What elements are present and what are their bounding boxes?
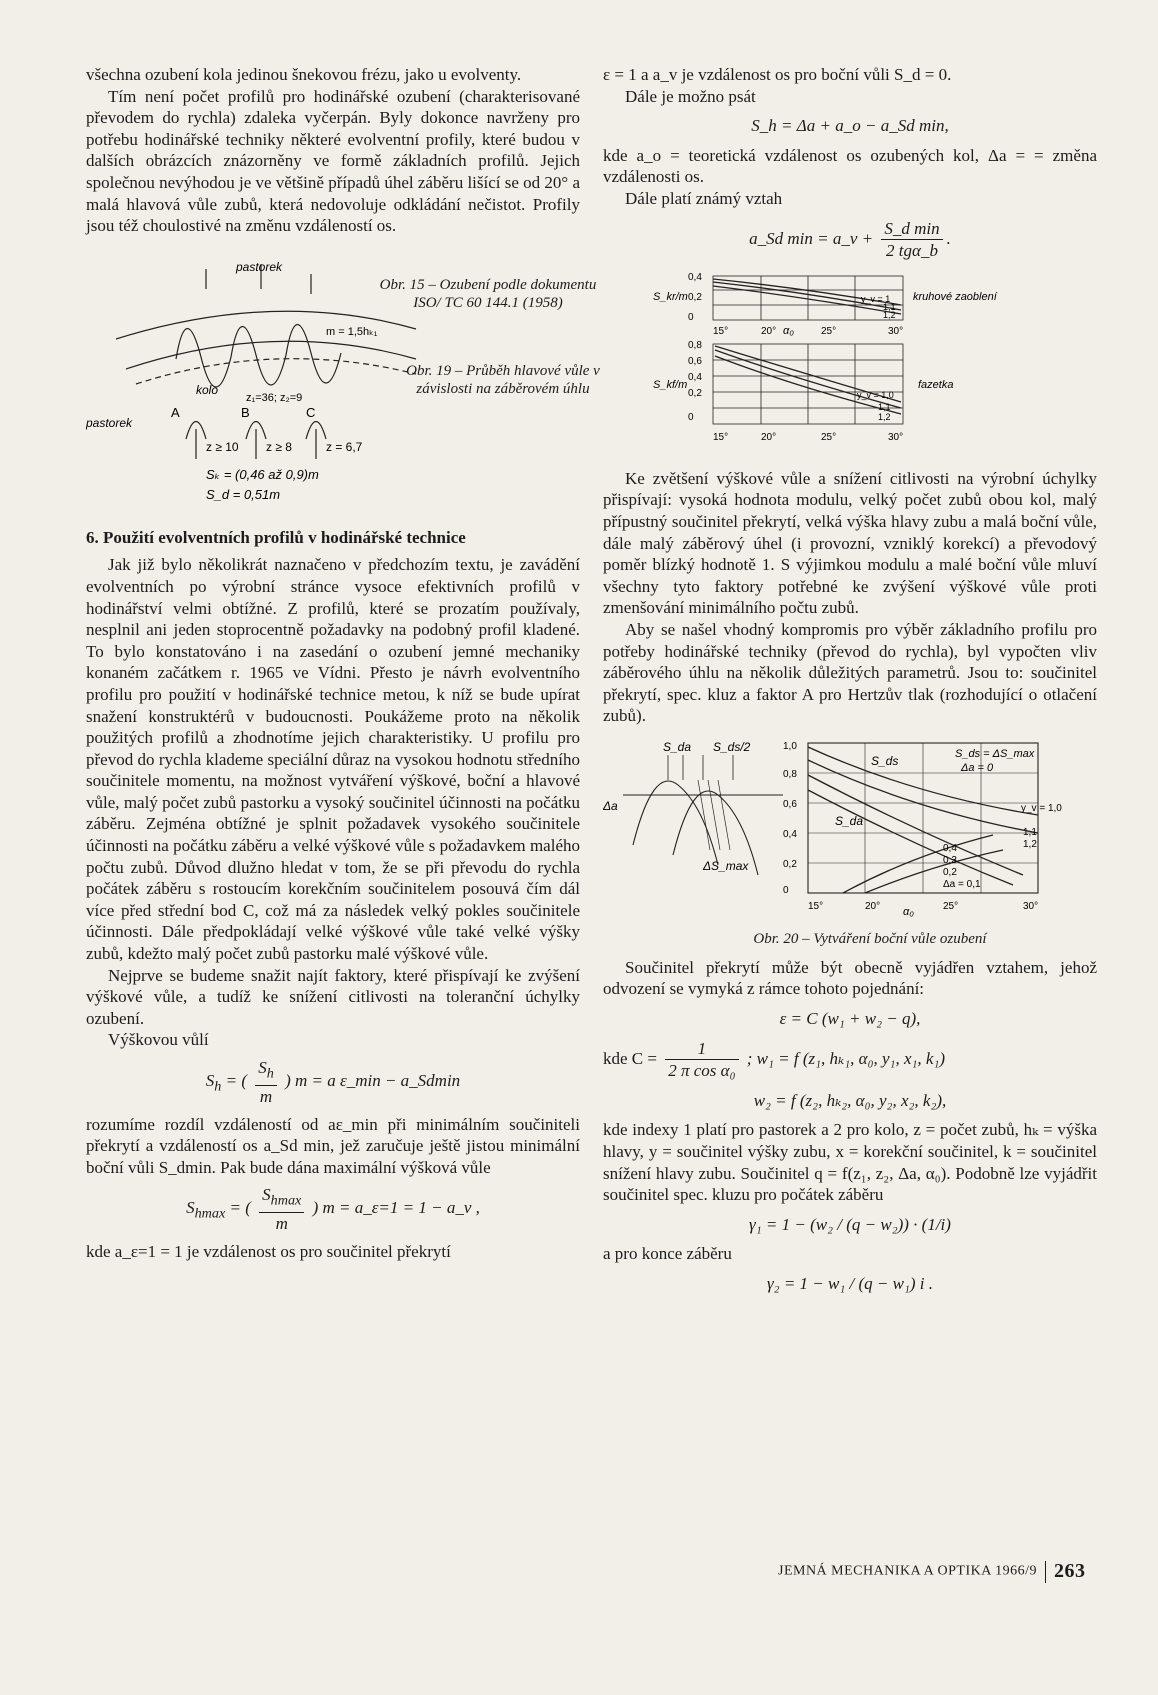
paragraph: Ke zvětšení výškové vůle a snížení citlivosti na výrobní úchylky přispívají: vysoká hodnota modulu, velký počet zubů obou kol, malý přípustný součinitel překrytí, velká výška hlavy zubu a malá boční vůle, dále malý záběrový úhel (i provozní, vzniklý korekcí) a převodový poměr blízký hodnotě 1. S výjimkou modulu a malé boční vůle mluví všechny tyto faktory potřebné ke zvýšení výškové vůle proti zmenšování minimálního počtu zubů.: [603, 468, 1097, 618]
fraction: [881, 218, 942, 262]
tick-label: 25°: [821, 431, 837, 443]
equation-shmax: $S_{hmax}$ = ( $\frac{S_{hmax}}{m}$ ) m = a_ε=1 = 1 − a_v ,: [186, 1185, 480, 1234]
side-label: fazetka: [918, 378, 954, 391]
equation-text: a_Sd min = a_v +: [749, 228, 874, 248]
left-column: [86, 64, 580, 1263]
equation-gamma2: γ₂ = 1 − w₁ / (q − w₁) i .: [766, 1274, 934, 1293]
label-c: C: [306, 404, 316, 420]
tick-label: 0,8: [783, 768, 797, 780]
tick-label: 15°: [808, 900, 824, 912]
curve-label: Δa = 0,1: [943, 878, 981, 890]
label: S_da: [663, 739, 692, 754]
tick-label: 15°: [713, 325, 729, 337]
equation-c: [603, 1038, 1097, 1082]
equation-text: m = a_ε=1 = 1 − a_v ,: [322, 1198, 480, 1218]
tick-label: 30°: [1023, 900, 1039, 912]
paragraph: Jak již bylo několikrát naznačeno v předchozím textu, je zavádění evolventních po výrobní stránce vysoce efektivních profilů v hodinářství velmi obtížné. Z profilů, které se prozatím používaly, nesplnil ani jeden stoprocentně požadavky na podobný profil kladené. To bylo konstatováno i na zasedání o ozubení jemné mechaniky konaném začátkem r. 1965 ve Vídni. Přesto je návrh evolventního profilu pro použití v hodinářské technice metou, k níž se bude upírat snažení konstruktérů v budoucnosti. Poukážeme proto na několik použitých profilů a zhodnotíme jejich charakteristiky. U profilu pro převod do rychla klademe speciální důraz na vysokou hodnotu středního součinitele momentu, na možnost vytváření výškové, boční a hlavové vůle, malý počet zubů pastorku a vysoký součinitel účinnosti na počátku záběru. Zejména obtížné je splnit požadavek vysokého součinitele účinnosti na počátku záběru a velké výškové vůle s požadavkem malého počtu zubů. Důvod dlužno hledat v tom, že se při převodu do rychla počátek záběru s rostoucím korekčním součinitelem posouvá čím dál více před střední bod C, což má za následek velký pokles součinitele účinnosti. Dále předpokládají velké výškové vůle také velké výšky zubů, kdežto malý počet zubů pastorku malé výškové vůle.: [86, 555, 580, 964]
fraction: $\frac{S_{hmax}}{m}$: [259, 1184, 304, 1235]
tick-label: 0,2: [783, 858, 797, 870]
fraction: $\frac{S_h}{m}$: [255, 1057, 277, 1108]
tick-label: 0: [688, 311, 694, 323]
tick-label: 1,0: [783, 740, 797, 752]
tick-label: 15°: [713, 431, 729, 443]
paragraph: rozumíme rozdíl vzdáleností od aε_min při minimálním součiniteli překrytí a vzdáleností os a_Sd min, jež zaručuje ještě jistou minimální boční vůli S_dmin. Pak bude dána maximální výšková vůle: [86, 1114, 580, 1177]
tick-label: 25°: [943, 900, 959, 912]
page-footer: [778, 1560, 1085, 1583]
paragraph: ε = 1 a a_v je vzdálenost os pro boční vůli S_d = 0.: [603, 65, 952, 84]
curve-label: y_v = 1,0: [857, 389, 894, 400]
tick-label: 0,4: [688, 371, 702, 383]
label-z3: z = 6,7: [326, 439, 363, 454]
tick-label: 20°: [761, 325, 777, 337]
figure-20-caption: Obr. 20 – Vytváření boční vůle ozubení: [753, 931, 987, 948]
numerator: 1: [665, 1038, 738, 1061]
numerator: S_d min: [881, 218, 942, 241]
tick-label: 0: [688, 411, 694, 423]
label-kolo: kolo: [196, 382, 219, 397]
tick-label: 20°: [865, 900, 881, 912]
paragraph: kde a_ε=1 = 1 je vzdálenost os pro součinitel překrytí: [86, 1241, 451, 1261]
equation-epsilon: ε = C (w₁ + w₂ − q),: [779, 1009, 921, 1029]
paragraph: kde indexy 1 platí pro pastorek a 2 pro kolo, z = počet zubů, hₖ = výška hlavy, y = součinitel výšky zubu, x = korekční součinitel, k = součinitel snížení hlavy zubu. Součinitel q = f(z₁, z₂, Δa, α₀). Podobně lze vyjádřit součinitel spec. kluzu pro počátek záběru: [603, 1120, 1097, 1205]
tick-label: 0,4: [688, 271, 702, 283]
tick-label: 0,6: [688, 355, 702, 367]
paragraph: kde a_o = teoretická vzdálenost os ozubených kol, Δa = = změna vzdálenosti os.: [603, 145, 1097, 187]
label-pastorek: pastorek: [236, 259, 283, 274]
tick-label: 30°: [888, 431, 904, 443]
label: Δa: [603, 798, 618, 813]
label: ΔS_max: [703, 858, 749, 873]
tick-label: 0,2: [688, 291, 702, 303]
paragraph: Aby se našel vhodný kompromis pro výběr základního profilu pro potřeby hodinářské techniky (převod do rychla), byl vypočten vliv záběrového úhlu na několik důležitých parametrů. Jsou to: součinitel překrytí, spec. kluz a faktor A pro Hertzův tlak (rozhodující o otlačení zubů).: [603, 619, 1097, 726]
figure-20-drawing: [603, 735, 1097, 925]
paragraph: Nejprve se budeme snažit najít faktory, které přispívají ke zvýšení výškové vůle, a tudíž ke snížení citlivosti na toleranční úchylky ozubení.: [86, 965, 580, 1028]
label-a: A: [171, 404, 180, 420]
paragraph: Tím není počet profilů pro hodinářské ozubení (charakterisované převodem do rychla) zdaleka vyčerpán. Byly dokonce navrženy pro potřebu hodinářské techniky některé evolventní profily, které budou v dalších obrázcích znázorněny ve formě základních profilů. Jejich společnou nevýhodou je ve většině případů úhel záběru lišící se od 20° a malá hlavová vůle zubů, která nedovoluje odkládání nečistot. Profily jsou též choulostivé na změnu vzdáleností os.: [86, 86, 580, 236]
curve-label: 0,3: [943, 854, 957, 866]
paragraph: Dále platí známý vztah: [625, 188, 783, 208]
axis-label: α₀: [783, 324, 794, 337]
paragraph: Součinitel překrytí může být obecně vyjádřen vztahem, jehož odvození se vymyká z rámce tohoto pojednání:: [603, 957, 1097, 999]
tick-label: 25°: [821, 325, 837, 337]
tick-label: 0,4: [783, 828, 797, 840]
label: S_ds = ΔS_max: [955, 747, 1035, 760]
page-number: 263: [1053, 1560, 1086, 1582]
curve-label: y_v = 1,0: [1021, 802, 1062, 814]
label: Δa = 0: [961, 761, 994, 774]
curve-label: 1,2: [878, 411, 891, 422]
curve-label: y_v = 1: [861, 293, 891, 304]
side-label: kruhové zaoblení: [913, 290, 997, 303]
curve-label: 0,2: [943, 866, 957, 878]
paragraph: Dále je možno psát: [625, 86, 756, 106]
figure-19-caption: Obr. 19 – Průběh hlavové vůle v závislosti na záběrovém úhlu: [406, 362, 600, 397]
tick-label: 20°: [761, 431, 777, 443]
curve-label: 1,1: [1023, 826, 1037, 838]
axis-label: S_kf/m: [653, 378, 688, 391]
figure-20: [603, 735, 1097, 949]
paragraph: Výškovou vůlí: [108, 1030, 209, 1050]
separator: [1045, 1561, 1046, 1583]
equation-sh: $S_h$ = ( $\frac{S_h}{m}$ ) m = a ε_min − a_Sdmin: [205, 1058, 461, 1106]
label: S_ds/2: [713, 739, 751, 754]
label-z1: z ≥ 10: [206, 439, 239, 454]
label-teeth: z₁=36; z₂=9: [246, 391, 303, 404]
curve-label: 1,1: [878, 401, 891, 412]
fraction: [665, 1038, 738, 1082]
curve-label: 1,1: [883, 301, 896, 312]
tick-label: 30°: [888, 325, 904, 337]
figure-15-caption: Obr. 15 – Ozubení podle dokumentu ISO/ TC 60 144.1 (1958): [379, 276, 597, 311]
equation-asd-min: a_Sd min = a_v + $\frac{\text{S\_d min}}{\text{2 tgα\_b}}$ .: [749, 218, 951, 261]
equation-sh-delta: S_h = Δa + a_o − a_Sd min,: [751, 116, 949, 136]
curve-label: 0,4: [943, 842, 957, 854]
label: S_da: [835, 813, 864, 828]
figure-19-area: [373, 270, 1097, 458]
equation-gamma1: γ₁ = 1 − (w₂ / (q − w₂)) · (1/i): [749, 1214, 951, 1234]
section-heading: 6. Použití evolventních profilů v hodinářské technice: [86, 527, 466, 547]
denominator: 2 tgα_b: [886, 241, 938, 261]
paragraph: všechna ozubení kola jedinou šnekovou frézu, jako u evolventy.: [86, 65, 522, 84]
curve-label: 1,2: [883, 309, 896, 320]
axis-label: S_kr/m: [653, 290, 688, 303]
journal-name: JEMNÁ MECHANIKA A OPTIKA 1966/9: [778, 1563, 1037, 1579]
axis-label: α₀: [903, 905, 914, 918]
denominator: 2 π cos α₀: [668, 1061, 736, 1081]
equation-text: m = a ε_min − a_Sdmin: [295, 1071, 461, 1091]
label: S_ds: [871, 753, 899, 768]
tick-label: 0,6: [783, 798, 797, 810]
label-b: B: [241, 404, 250, 420]
equation-text: kde C =: [603, 1048, 657, 1068]
curve-label: 1,2: [1023, 838, 1037, 850]
tick-label: 0,2: [688, 387, 702, 399]
equation-text: ; w₁ = f (z₁, hₖ₁, α₀, y₁, x₁, k₁): [746, 1048, 946, 1068]
equation-w2: w₂ = f (z₂, hₖ₂, α₀, y₂, x₂, k₂),: [753, 1090, 947, 1110]
figure-19-chart: [643, 270, 1093, 458]
label-m: m = 1,5hₖ₁: [326, 325, 378, 338]
label-pastorek-2: pastorek: [86, 415, 133, 430]
label-z2: z ≥ 8: [266, 439, 292, 454]
tick-label: 0,8: [688, 339, 702, 351]
paragraph: a pro konce záběru: [603, 1244, 732, 1264]
label-sk: Sₖ = (0,46 až 0,9)m: [206, 466, 319, 482]
label-sd: S_d = 0,51m: [206, 486, 281, 502]
tick-label: 0: [783, 884, 789, 896]
